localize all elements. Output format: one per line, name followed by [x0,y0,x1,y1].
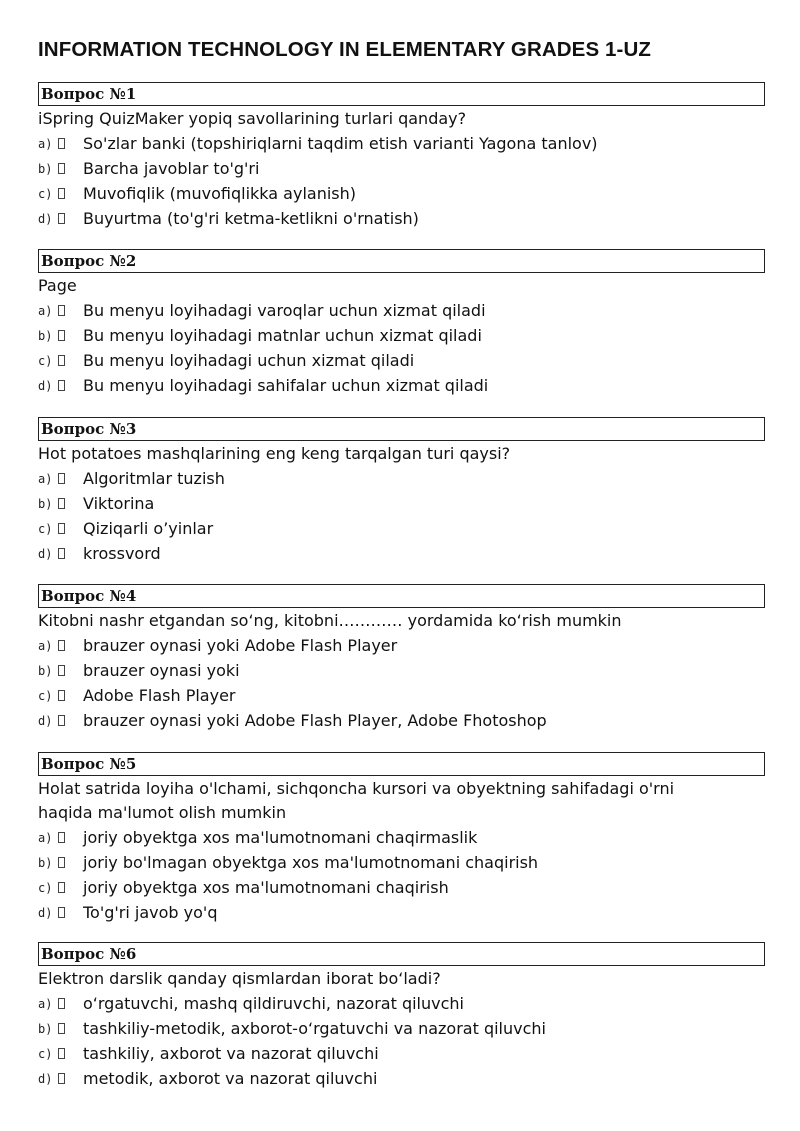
option-letter: b) [38,329,53,343]
question-text: Kitobni nashr etgandan so‘ng, kitobni………… yordamida ko‘rish mumkin [38,611,622,630]
option-letter: a) [38,472,53,486]
answer-option[interactable] [38,373,765,398]
document-title: INFORMATION TECHNOLOGY IN ELEMENTARY GRADES 1-UZ [38,38,651,61]
answer-option[interactable] [38,658,765,683]
question-header: Вопрос №3 [38,417,765,441]
option-letter: b) [38,1022,53,1036]
option-text: Adobe Flash Player [83,686,236,705]
answer-option[interactable] [38,991,765,1016]
option-letter: b) [38,856,53,870]
question-text: Holat satrida loyiha o'lchami, sichqoncha kursori va obyektning sahifadagi o'rni haqida ma'lumot olish mumkin [38,779,675,822]
answer-option[interactable] [38,900,765,925]
answer-option[interactable] [38,850,765,875]
answer-option[interactable] [38,323,765,348]
option-letter: c) [38,1047,53,1061]
checkbox-icon[interactable] [58,498,65,509]
question-block [38,417,765,566]
option-text: brauzer oynasi yoki [83,661,240,680]
answer-option[interactable] [38,298,765,323]
option-text: krossvord [83,544,161,563]
checkbox-icon[interactable] [58,1048,65,1059]
question-header: Вопрос №1 [38,82,765,106]
checkbox-icon[interactable] [58,690,65,701]
checkbox-icon[interactable] [58,355,65,366]
option-text: joriy bo'lmagan obyektga xos ma'lumotnomani chaqirish [83,853,539,872]
checkbox-icon[interactable] [58,1023,65,1034]
question-block [38,249,765,398]
option-text: Bu menyu loyihadagi uchun xizmat qiladi [83,351,415,370]
option-text: Bu menyu loyihadagi sahifalar uchun xizmat qiladi [83,376,489,395]
question-text: Elektron darslik qanday qismlardan iborat bo‘ladi? [38,969,441,988]
option-letter: a) [38,997,53,1011]
option-letter: c) [38,522,53,536]
answer-option[interactable] [38,825,765,850]
question-block [38,82,765,231]
option-text: So'zlar banki (topshiriqlarni taqdim etish varianti Yagona tanlov) [83,134,598,153]
answer-option[interactable] [38,1016,765,1041]
checkbox-icon[interactable] [58,715,65,726]
option-letter: a) [38,137,53,151]
option-letter: a) [38,304,53,318]
option-letter: c) [38,881,53,895]
checkbox-icon[interactable] [58,523,65,534]
answer-option[interactable] [38,1041,765,1066]
checkbox-icon[interactable] [58,665,65,676]
option-letter: d) [38,1072,53,1086]
option-text: To'g'ri javob yo'q [83,903,218,922]
option-text: Bu menyu loyihadagi matnlar uchun xizmat qiladi [83,326,482,345]
answer-option[interactable] [38,516,765,541]
checkbox-icon[interactable] [58,907,65,918]
option-text: tashkiliy-metodik, axborot-o‘rgatuvchi va nazorat qiluvchi [83,1019,546,1038]
checkbox-icon[interactable] [58,305,65,316]
option-letter: d) [38,212,53,226]
option-letter: b) [38,162,53,176]
option-text: Barcha javoblar to'g'ri [83,159,260,178]
checkbox-icon[interactable] [58,213,65,224]
option-letter: b) [38,664,53,678]
answer-option[interactable] [38,1066,765,1091]
question-header: Вопрос №5 [38,752,765,776]
option-text: Muvofiqlik (muvofiqlikka aylanish) [83,184,356,203]
checkbox-icon[interactable] [58,138,65,149]
answer-option[interactable] [38,206,765,231]
option-letter: d) [38,547,53,561]
option-text: Bu menyu loyihadagi varoqlar uchun xizmat qiladi [83,301,486,320]
answer-option[interactable] [38,708,765,733]
checkbox-icon[interactable] [58,330,65,341]
checkbox-icon[interactable] [58,857,65,868]
answer-option[interactable] [38,633,765,658]
option-letter: c) [38,689,53,703]
checkbox-icon[interactable] [58,380,65,391]
question-block [38,942,765,1091]
option-text: Algoritmlar tuzish [83,469,225,488]
question-header: Вопрос №4 [38,584,765,608]
answer-option[interactable] [38,156,765,181]
question-header: Вопрос №6 [38,942,765,966]
checkbox-icon[interactable] [58,188,65,199]
answer-option[interactable] [38,181,765,206]
question-text: Hot potatoes mashqlarining eng keng tarqalgan turi qaysi? [38,444,511,463]
option-letter: b) [38,497,53,511]
checkbox-icon[interactable] [58,882,65,893]
checkbox-icon[interactable] [58,1073,65,1084]
option-letter: a) [38,639,53,653]
option-letter: c) [38,187,53,201]
question-block [38,584,765,733]
option-text: joriy obyektga xos ma'lumotnomani chaqirmaslik [83,828,478,847]
answer-option[interactable] [38,131,765,156]
question-text: Page [38,276,77,295]
option-text: brauzer oynasi yoki Adobe Flash Player [83,636,398,655]
question-text: iSpring QuizMaker yopiq savollarining turlari qanday? [38,109,467,128]
option-letter: c) [38,354,53,368]
option-letter: d) [38,379,53,393]
option-text: Viktorina [83,494,155,513]
answer-option[interactable] [38,466,765,491]
checkbox-icon[interactable] [58,998,65,1009]
question-block [38,752,765,925]
checkbox-icon[interactable] [58,548,65,559]
checkbox-icon[interactable] [58,832,65,843]
option-text: Buyurtma (to'g'ri ketma-ketlikni o'rnatish) [83,209,419,228]
checkbox-icon[interactable] [58,163,65,174]
answer-option[interactable] [38,491,765,516]
checkbox-icon[interactable] [58,640,65,651]
option-text: Qiziqarli o’yinlar [83,519,214,538]
option-letter: d) [38,714,53,728]
option-text: tashkiliy, axborot va nazorat qiluvchi [83,1044,379,1063]
checkbox-icon[interactable] [58,473,65,484]
answer-option[interactable] [38,348,765,373]
option-letter: d) [38,906,53,920]
answer-option[interactable] [38,875,765,900]
option-text: joriy obyektga xos ma'lumotnomani chaqirish [83,878,449,897]
answer-option[interactable] [38,683,765,708]
option-text: metodik, axborot va nazorat qiluvchi [83,1069,378,1088]
option-letter: a) [38,831,53,845]
option-text: o‘rgatuvchi, mashq qildiruvchi, nazorat qiluvchi [83,994,464,1013]
answer-option[interactable] [38,541,765,566]
option-text: brauzer oynasi yoki Adobe Flash Player, Adobe Fhotoshop [83,711,547,730]
question-header: Вопрос №2 [38,249,765,273]
